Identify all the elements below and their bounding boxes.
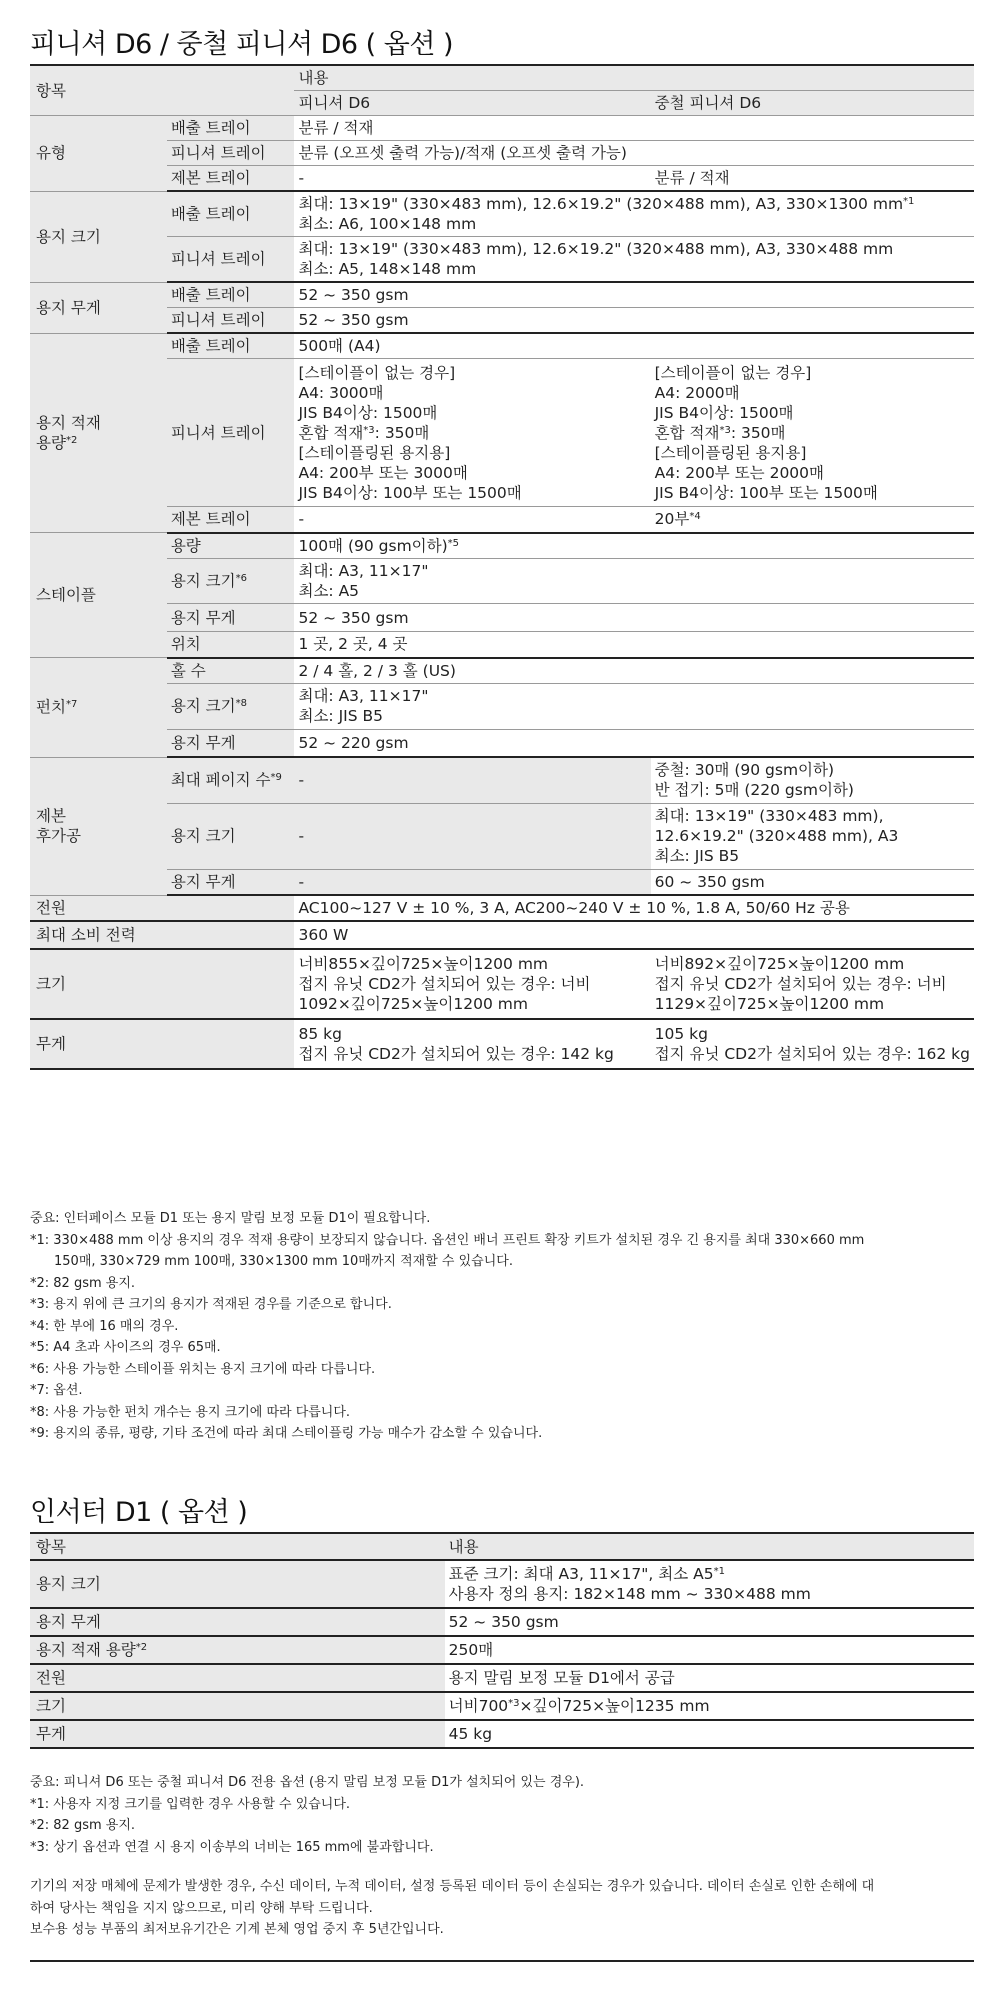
finisher-title: 피니셔 D6 / 중철 피니셔 D6 ( 옵션 ) (30, 29, 454, 60)
row-label-size: 용지 크기 (30, 1560, 445, 1608)
text-line: 너비892×깊이725×높이1200 mm (654, 955, 905, 973)
row-label-power: 전원 (30, 1664, 445, 1692)
table-row (30, 507, 974, 533)
footnote: *8: 사용 가능한 펀치 개수는 용지 크기에 따라 다릅니다. (30, 1404, 351, 1420)
text-line: 후가공 (36, 827, 81, 845)
table-row (30, 308, 974, 334)
sub-label: 용지 크기 (167, 803, 295, 869)
footer-line: 기기의 저장 매체에 문제가 발생한 경우, 수신 데이터, 누적 데이터, 설정 등록된 데이터 등이 손실되는 경우가 있습니다. 데이터 손실로 인한 손해에 대 (30, 1879, 875, 1894)
text-line: A4: 2000매 (654, 383, 740, 402)
footer-rule (30, 1960, 974, 1962)
cell-value: 45 kg (445, 1720, 974, 1748)
footnote: *6: 사용 가능한 스테이플 위치는 용지 크기에 따라 다릅니다. (30, 1361, 376, 1377)
cell-value: 용지 말림 보정 모듈 D1에서 공급 (445, 1664, 974, 1692)
text-line: 1092×깊이725×높이1200 mm (298, 995, 528, 1013)
table-row (30, 757, 974, 803)
header-content: 내용 (445, 1534, 974, 1560)
table-row (30, 683, 974, 729)
text-line: 너비700 (448, 1697, 509, 1715)
text-line: 최소: A6, 100×148 mm (298, 215, 477, 233)
text-line: 12.6×19.2" (320×488 mm), A3 (654, 827, 899, 845)
footer-disclaimer (30, 1876, 974, 1941)
cell-value: 52 ~ 350 gsm (294, 604, 974, 632)
sub-label (167, 757, 295, 803)
row-label-staple: 스테이플 (30, 533, 167, 658)
cell-value (294, 559, 974, 604)
text-line: 너비855×깊이725×높이1200 mm (298, 955, 549, 973)
text-line: 용지 적재 (36, 413, 101, 432)
text-line: 접지 유닛 CD2가 설치되어 있는 경우: 너비 (654, 975, 947, 993)
inserter-title: 인서터 D1 ( 옵션 ) (30, 1497, 248, 1528)
cell-value (294, 683, 974, 729)
cell-value (651, 359, 974, 507)
text-line: 용지 적재 용량 (36, 1641, 136, 1659)
table-row (30, 1692, 974, 1720)
sub-label: 용지 무게 (167, 869, 295, 895)
sub-label: 배출 트레이 (167, 333, 295, 359)
cell-value: 분류 (오프셋 출력 가능)/적재 (오프셋 출력 가능) (294, 141, 974, 166)
sub-label: 제본 트레이 (167, 507, 295, 533)
text-line: 최대: A3, 11×17" (298, 562, 429, 580)
sub-label: 배출 트레이 (167, 282, 295, 308)
cell-value (294, 949, 650, 1019)
header-item: 항목 (30, 66, 294, 116)
footnote-ref: *9 (270, 772, 282, 784)
text-line: 사용자 정의 용지: 182×148 mm ~ 330×488 mm (448, 1585, 811, 1603)
text-line: 1129×깊이725×높이1200 mm (654, 995, 885, 1013)
table-row (30, 729, 974, 757)
cell-value: 분류 / 적재 (294, 116, 974, 141)
footnote: *2: 82 gsm 용지. (30, 1275, 136, 1291)
row-label-capacity (30, 1636, 445, 1664)
cell-value: 52 ~ 350 gsm (294, 308, 974, 334)
text-line: 최대 페이지 수 (170, 771, 271, 790)
footnote-ref: *3 (363, 424, 375, 436)
cell-value: 분류 / 적재 (651, 166, 974, 192)
note-important: 중요: 인터페이스 모듈 D1 또는 용지 말림 보정 모듈 D1이 필요합니다. (30, 1211, 431, 1226)
table-row (30, 1636, 974, 1664)
text-line: 최소: A5 (298, 582, 360, 600)
text-line: 최대: 13×19" (330×483 mm), (654, 807, 884, 825)
row-label-weight: 용지 무게 (30, 282, 167, 333)
cell-value: 1 곳, 2 곳, 4 곳 (294, 632, 974, 658)
sub-label: 피니셔 트레이 (167, 141, 295, 166)
row-label-mass: 무게 (30, 1720, 445, 1748)
text-line: A4: 3000매 (298, 383, 384, 402)
footnote: *5: A4 초과 사이즈의 경우 65매. (30, 1340, 221, 1355)
cell-value: 60 ~ 350 gsm (651, 869, 974, 895)
text-line: JIS B4이상: 1500매 (298, 403, 438, 422)
text-line: 접지 유닛 CD2가 설치되어 있는 경우: 162 kg (654, 1045, 970, 1063)
text-line: 20부 (654, 510, 690, 529)
text-line: : 350매 (374, 423, 430, 442)
sub-label: 배출 트레이 (167, 191, 295, 237)
sub-label: 용량 (167, 533, 295, 559)
sub-label: 제본 트레이 (167, 166, 295, 192)
cell-value (294, 237, 974, 283)
cell-value (294, 1019, 650, 1069)
table-row (30, 632, 974, 658)
table-row (30, 116, 974, 141)
footnote-ref: *1 (903, 196, 915, 207)
footnote-ref: *5 (447, 537, 460, 549)
text-line: 용지 크기 (170, 697, 236, 715)
table-row (30, 604, 974, 632)
sub-label (167, 683, 295, 729)
footnote-ref: *6 (235, 573, 248, 584)
sub-label: 배출 트레이 (167, 116, 295, 141)
cell-value: - (294, 757, 650, 803)
text-line: 반 접기: 5매 (220 gsm이하) (654, 781, 854, 800)
finisher-notes (30, 1208, 974, 1445)
row-label-max-power: 최대 소비 전력 (30, 921, 294, 949)
cell-value (445, 1560, 974, 1608)
cell-value (651, 757, 974, 803)
sub-label: 피니셔 트레이 (167, 237, 295, 283)
cell-value: 52 ~ 220 gsm (294, 729, 974, 757)
cell-value: - (294, 166, 650, 192)
sub-label: 용지 무게 (167, 604, 295, 632)
cell-value: 52 ~ 350 gsm (445, 1608, 974, 1636)
text-line: [스테이플링된 용지용] (298, 443, 451, 462)
table-row (30, 559, 974, 604)
text-line: ×깊이725×높이1235 mm (519, 1697, 710, 1715)
cell-value (294, 359, 650, 507)
footnote: *7: 옵션. (30, 1383, 83, 1398)
footer-line: 하여 당사는 책임을 지지 않으므로, 미리 양해 부탁 드립니다. (30, 1900, 373, 1916)
row-label-type: 유형 (30, 116, 167, 192)
footnote: *1: 330×488 mm 이상 용지의 경우 적재 용량이 보장되지 않습니다. 옵션인 배너 프린트 확장 키트가 설치된 경우 긴 용지를 최대 330×660 mm (30, 1232, 865, 1248)
text-line: : 350매 (730, 423, 786, 442)
cell-value: 52 ~ 350 gsm (294, 282, 974, 308)
row-label-power: 전원 (30, 895, 294, 921)
footnote-ref: *2 (65, 434, 78, 446)
text-line: 105 kg (654, 1025, 708, 1043)
cell-value (651, 507, 974, 533)
text-line: 접지 유닛 CD2가 설치되어 있는 경우: 142 kg (298, 1045, 614, 1063)
header-col-a: 피니셔 D6 (294, 91, 650, 116)
text-line: 혼합 적재 (654, 423, 720, 442)
text-line: JIS B4이상: 1500매 (654, 403, 794, 422)
text-line: 펀치 (36, 698, 66, 717)
row-label-weight: 용지 무게 (30, 1608, 445, 1636)
footnote-ref: *7 (65, 699, 78, 711)
text-line: JIS B4이상: 100부 또는 1500매 (298, 483, 522, 502)
sub-label: 피니셔 트레이 (167, 359, 295, 507)
cell-value (445, 1692, 974, 1720)
text-line: 최소: A5, 148×148 mm (298, 260, 477, 278)
text-line: 최대: A3, 11×17" (298, 687, 429, 705)
footnote-ref: *3 (719, 424, 731, 436)
table-row (30, 1019, 974, 1069)
inserter-spec-table (30, 1534, 974, 1749)
text-line: 용량 (36, 433, 66, 452)
footnote: *4: 한 부에 16 매의 경우. (30, 1318, 179, 1334)
cell-value: - (294, 803, 650, 869)
text-line: [스테이플링된 용지용] (654, 443, 807, 462)
cell-value: - (294, 869, 650, 895)
row-label-size: 용지 크기 (30, 191, 167, 282)
footnote: *9: 용지의 종류, 평량, 기타 조건에 따라 최대 스테이플링 가능 매수가 감소할 수 있습니다. (30, 1426, 543, 1441)
cell-value: 2 / 4 홀, 2 / 3 홀 (US) (294, 658, 974, 684)
table-row (30, 1664, 974, 1692)
footnote: *3: 용지 위에 큰 크기의 용지가 적재된 경우를 기준으로 합니다. (30, 1297, 392, 1312)
sub-label: 홀 수 (167, 658, 295, 684)
sub-label (167, 559, 295, 604)
finisher-spec-table (30, 66, 974, 1070)
table-row (30, 1720, 974, 1748)
footnote-ref: *2 (135, 1642, 148, 1653)
table-row (30, 1608, 974, 1636)
text-line: 최소: JIS B5 (654, 847, 740, 865)
text-line: 100매 (90 gsm이하) (298, 536, 448, 555)
text-line: JIS B4이상: 100부 또는 1500매 (654, 483, 878, 502)
text-line: 최대: 13×19" (330×483 mm), 12.6×19.2" (320×488 mm), A3, 330×488 mm (298, 240, 894, 258)
text-line: 혼합 적재 (298, 423, 364, 442)
footnote-ref: *1 (713, 1566, 725, 1577)
footnote: *3: 상기 옵션과 연결 시 용지 이송부의 너비는 165 mm에 불과합니다. (30, 1839, 434, 1855)
footnote-ref: *3 (508, 1698, 520, 1709)
table-row (30, 359, 974, 507)
table-row (30, 237, 974, 283)
sub-label: 피니셔 트레이 (167, 308, 295, 334)
table-row (30, 921, 974, 949)
text-line: 용지 크기 (170, 572, 236, 590)
note-important: 중요: 피니셔 D6 또는 중철 피니셔 D6 전용 옵션 (용지 말림 보정 모듈 D1가 설치되어 있는 경우). (30, 1775, 585, 1790)
footnote-ref: *8 (235, 698, 248, 709)
cell-value (651, 1019, 974, 1069)
row-label-binding (30, 757, 167, 895)
table-row (30, 191, 974, 237)
cell-value (294, 191, 974, 237)
row-label-punch (30, 658, 167, 758)
header-item: 항목 (30, 1534, 445, 1560)
table-row (30, 533, 974, 559)
cell-value (294, 533, 974, 559)
row-label-capacity (30, 333, 167, 533)
text-line: [스테이플이 없는 경우] (298, 363, 456, 382)
table-row (30, 141, 974, 166)
text-line: 접지 유닛 CD2가 설치되어 있는 경우: 너비 (298, 975, 591, 993)
header-col-b: 중철 피니셔 D6 (651, 91, 974, 116)
footer-line: 보수용 성능 부품의 최저보유기간은 기계 본체 영업 중지 후 5년간입니다. (30, 1922, 444, 1937)
table-row (30, 869, 974, 895)
text-line: 85 kg (298, 1025, 342, 1043)
row-label-dimensions: 크기 (30, 1692, 445, 1720)
inserter-notes (30, 1772, 974, 1858)
text-line: 최대: 13×19" (330×483 mm), 12.6×19.2" (320×488 mm), A3, 330×1300 mm (298, 195, 904, 213)
cell-value: 250매 (445, 1636, 974, 1664)
cell-value: 360 W (294, 921, 974, 949)
text-line: [스테이플이 없는 경우] (654, 363, 812, 382)
header-content: 내용 (294, 66, 974, 91)
text-line: A4: 200부 또는 2000매 (654, 463, 825, 482)
table-row (30, 282, 974, 308)
row-label-mass: 무게 (30, 1019, 294, 1069)
text-line: 제본 (36, 807, 66, 825)
table-row (30, 949, 974, 1019)
row-label-dimensions: 크기 (30, 949, 294, 1019)
table-row (30, 333, 974, 359)
sub-label: 용지 무게 (167, 729, 295, 757)
text-line: 표준 크기: 최대 A3, 11×17", 최소 A5 (448, 1565, 714, 1583)
table-row (30, 166, 974, 192)
table-row (30, 895, 974, 921)
table-row (30, 658, 974, 684)
footnote: 150매, 330×729 mm 100매, 330×1300 mm 10매까지 적재할 수 있습니다. (54, 1254, 513, 1269)
footnote: *1: 사용자 지정 크기를 입력한 경우 사용할 수 있습니다. (30, 1796, 351, 1812)
cell-value (651, 803, 974, 869)
table-header-row (30, 1534, 974, 1560)
cell-value: 500매 (A4) (294, 333, 974, 359)
sub-label: 위치 (167, 632, 295, 658)
table-row (30, 1560, 974, 1608)
table-row (30, 803, 974, 869)
cell-value: - (294, 507, 650, 533)
cell-value (651, 949, 974, 1019)
text-line: 중철: 30매 (90 gsm이하) (654, 761, 835, 780)
footnote: *2: 82 gsm 용지. (30, 1818, 136, 1833)
cell-value: AC100~127 V ± 10 %, 3 A, AC200~240 V ± 10 %, 1.8 A, 50/60 Hz 공용 (294, 895, 974, 921)
text-line: A4: 200부 또는 3000매 (298, 463, 468, 482)
text-line: 최소: JIS B5 (298, 707, 383, 725)
footnote-ref: *4 (689, 511, 701, 523)
table-header-row (30, 66, 974, 91)
